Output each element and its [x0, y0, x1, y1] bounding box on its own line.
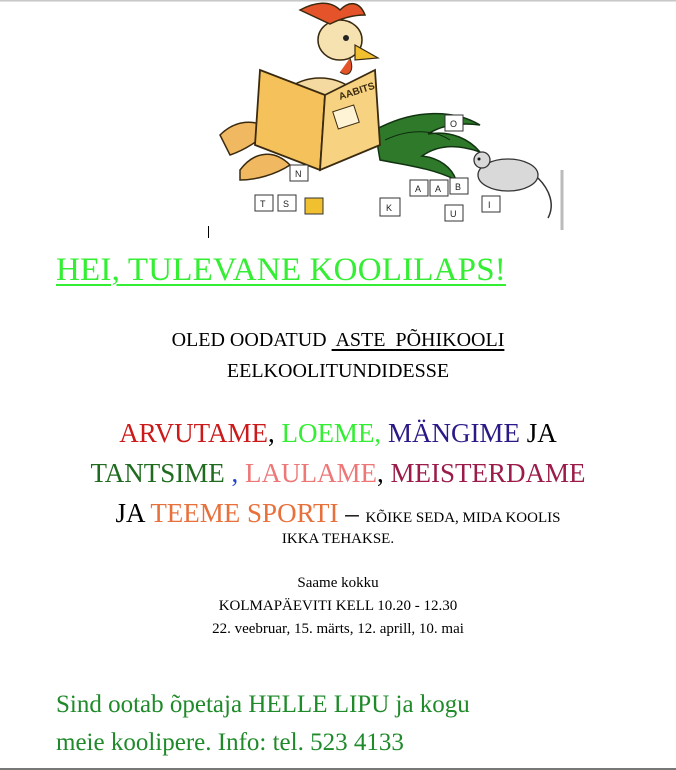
contact-line-1: Sind ootab õpetaja HELLE LIPU ja kogu [56, 691, 470, 718]
contact-info [56, 686, 470, 762]
block-letter: B [455, 182, 462, 192]
invitation-line-2: EELKOOLITUNDIDESSE [226, 360, 450, 382]
activity-arvutame: ARVUTAME [119, 418, 268, 448]
rooster-reading-illustration [200, 0, 570, 235]
activities-tail: KÕIKE SEDA, MIDA KOOLIS [365, 510, 561, 526]
activity-laulame: LAULAME [245, 458, 378, 488]
separator: , [267, 418, 282, 448]
activity-teeme-sporti: TEEME SPORTI [150, 498, 339, 528]
separator: , [377, 458, 391, 488]
block-letter: K [386, 203, 393, 213]
invitation-line-1 [0, 325, 676, 356]
school-name: ASTE PÕHIKOOLI [331, 329, 505, 351]
invitation-text [0, 325, 676, 387]
block-letter: N [295, 169, 302, 179]
block-letter: U [450, 209, 457, 219]
conjunction-ja: JA [519, 418, 557, 448]
dash: – [338, 498, 366, 528]
meeting-time: KOLMAPÄEVITI KELL 10.20 - 12.30 [218, 598, 458, 614]
block-letter: T [260, 199, 266, 209]
activities-line-1 [0, 413, 676, 453]
activity-meisterdame: MEISTERDAME [390, 458, 586, 488]
block-letter: I [488, 200, 491, 210]
meeting-dates: 22. veebruar, 15. märts, 12. aprill, 10. mai [212, 621, 464, 637]
activities-line-2 [0, 453, 676, 493]
page-title: HEI, TULEVANE KOOLILAPS! [56, 252, 506, 288]
activity-mangime: MÄNGIME [387, 418, 520, 448]
invitation-prefix: OLED OODATUD [171, 329, 332, 351]
mouse-icon [474, 152, 562, 230]
activity-tantsime: TANTSIME [90, 458, 232, 488]
block-letter: A [435, 184, 442, 194]
meeting-info [0, 572, 676, 641]
text-cursor [208, 226, 209, 238]
activities-tail-line-2: IKKA TEHAKSE. [281, 531, 395, 547]
meeting-intro: Saame kokku [297, 575, 379, 591]
contact-line-2: meie koolipere. Info: tel. 523 4133 [56, 729, 404, 756]
rooster-tail [375, 114, 480, 180]
activities-list [0, 413, 676, 538]
block-letter: A [415, 184, 422, 194]
activity-loeme: LOEME, [281, 418, 388, 448]
separator: , [231, 458, 246, 488]
block-letter: S [283, 199, 290, 209]
block-letter: O [450, 119, 458, 129]
conjunction-ja: JA [115, 498, 151, 528]
book-title: AABITS [337, 80, 377, 103]
